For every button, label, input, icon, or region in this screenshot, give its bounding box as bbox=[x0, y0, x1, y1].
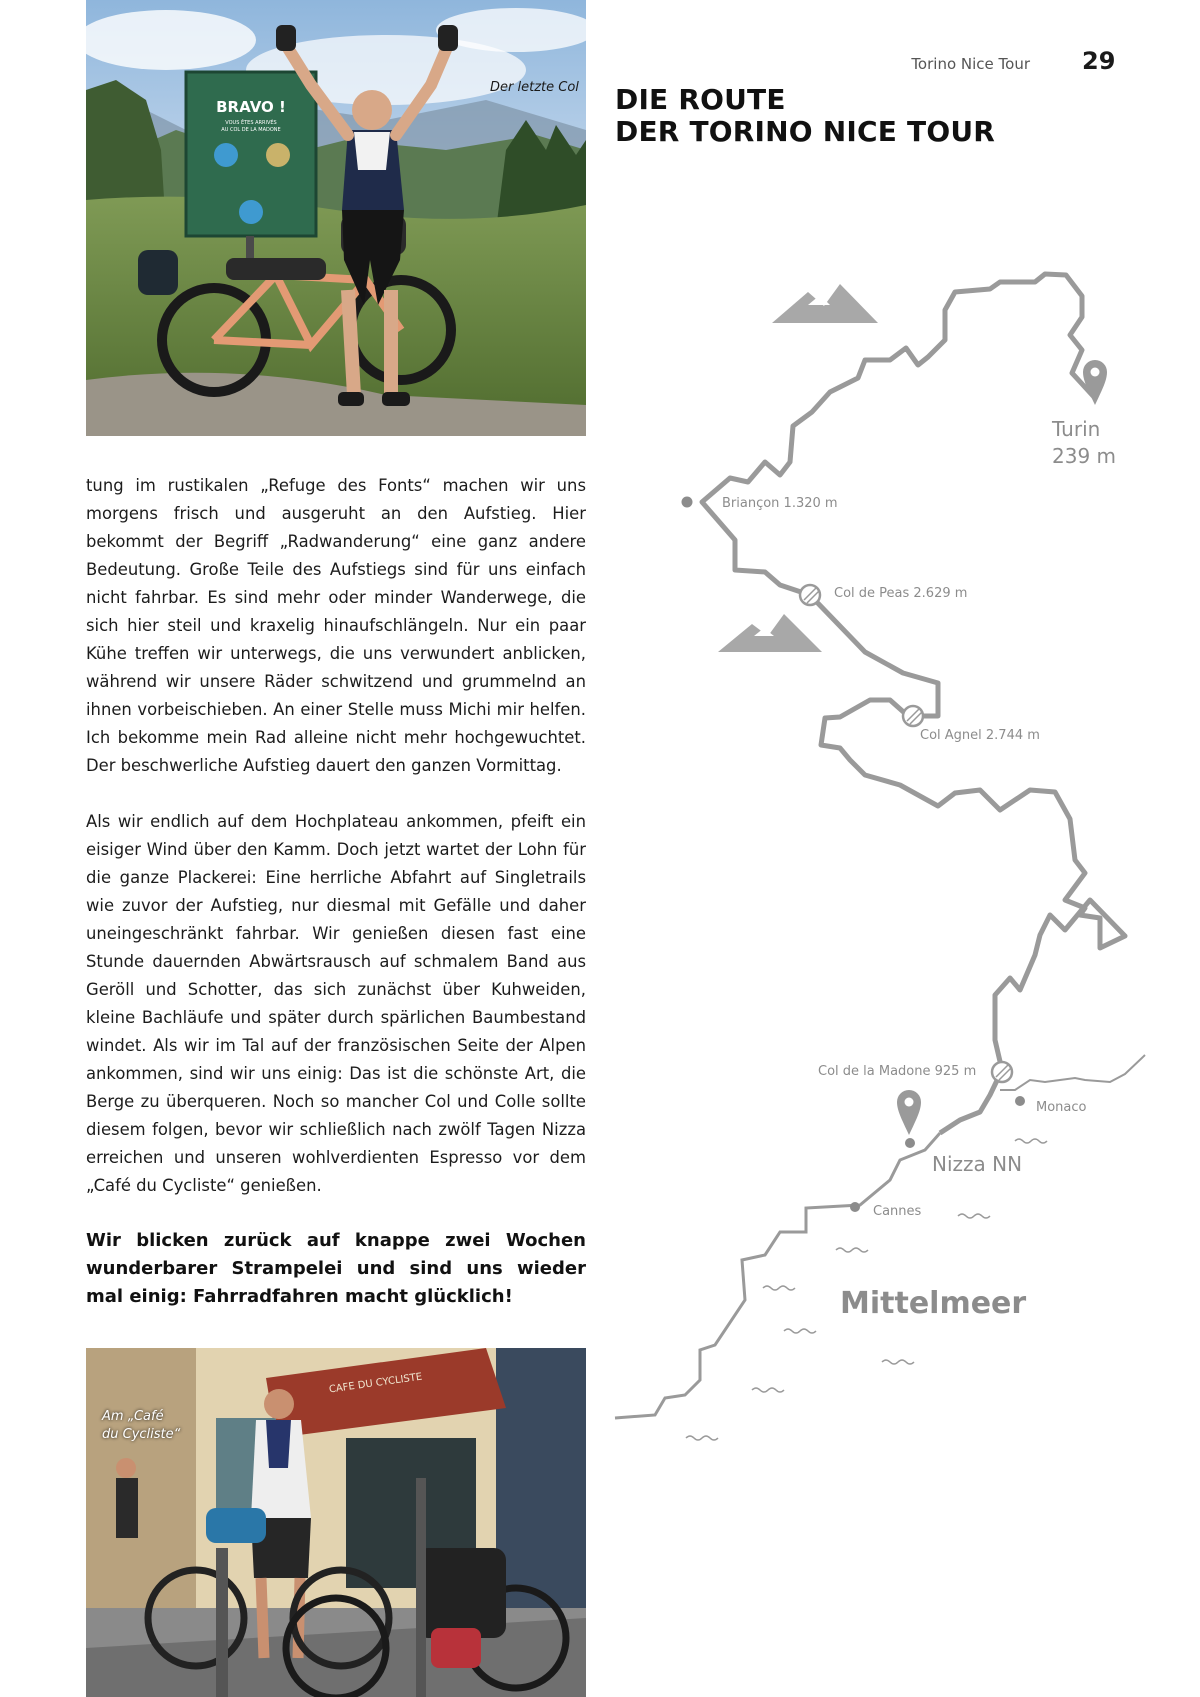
photo-cafe-du-cycliste bbox=[86, 1348, 586, 1697]
wave-icon bbox=[882, 1360, 914, 1364]
map-label-turin-elevation: 239 m bbox=[1052, 444, 1117, 468]
sign-heading: BRAVO ! bbox=[216, 98, 286, 116]
wave-icon bbox=[836, 1248, 868, 1252]
map-point-monaco bbox=[1015, 1096, 1025, 1106]
photo-caption-bottom-line-1: Am „Café bbox=[102, 1409, 164, 1424]
page-title bbox=[615, 84, 995, 148]
map-label-turin: Turin bbox=[1052, 417, 1101, 441]
map-point-cannes bbox=[850, 1202, 860, 1212]
map-point-briancon bbox=[682, 497, 693, 508]
article-paragraph-1: tung im rustikalen „Refuge des Fonts“ machen wir uns morgens frisch und ausgeruht an den Aufstieg. Hier bekommt der Begriff „Radwanderung“ eine ganz andere Bedeutung. Große Teile des Aufstiegs sind für uns einfach nicht fahrbar. Es sind mehr oder minder Wanderwege, die sich hier steil und kraxelig hinaufschlängeln. Nur ein paar Kühe treffen wir unterwegs, die uns verwundert anblicken, während wir unsere Räder schwitzend und grummelnd an ihnen vorbeischieben. An einer Stelle muss Michi mir helfen. Ich bekomme mein Rad alleine nicht mehr hochgewuchtet. Der beschwerliche Aufstieg dauert den ganzen Vormittag. bbox=[86, 476, 586, 775]
photo-col-de-la-madone bbox=[86, 0, 586, 436]
running-title: Torino Nice Tour bbox=[911, 55, 1030, 73]
map-label-col-de-peas: Col de Peas 2.629 m bbox=[834, 586, 968, 601]
mountain-icon bbox=[718, 614, 822, 652]
sign-line-2: AU COL DE LA MADONE bbox=[221, 127, 281, 133]
map-point-nizza bbox=[905, 1138, 915, 1148]
route-line bbox=[702, 274, 1125, 1133]
article-paragraph-2: Als wir endlich auf dem Hochplateau ankommen, pfeift ein eisiger Wind über den Kamm. Doch jetzt wartet der Lohn für die ganze Plackerei: Eine herrliche Abfahrt auf Singletrails wie zuvor der Aufstieg, nur diesmal mit Gefälle und daher uneingeschränkt fahrbar. Wir genießen diesen fast eine Stunde dauernden Abwärtsrausch auf schmalem Band aus Geröll und Schotter, das sich zunächst über Kuhweiden, kleine Bachläufe und später durch spärlichen Baumbestand windet. Als wir im Tal auf der französischen Seite der Alpen ankommen, sind wir uns einig: Das ist die schönste Art, die Berge zu überqueren. Noch so mancher Col und Colle sollte diesem folgen, bevor wir schließlich nach zwölf Tagen Nizza erreichen und unseren wohlverdienten Espresso vor dem „Café du Cycliste“ genießen. bbox=[86, 812, 586, 1195]
map-label-col-de-la-madone: Col de la Madone 925 m bbox=[818, 1064, 977, 1079]
coast-line bbox=[615, 1133, 940, 1418]
map-label-briancon: Briançon 1.320 m bbox=[722, 496, 838, 511]
map-label-sea: Mittelmeer bbox=[840, 1286, 1027, 1321]
title-line-2: DER TORINO NICE TOUR bbox=[615, 115, 996, 148]
page-number: 29 bbox=[1082, 47, 1116, 75]
wave-icon bbox=[784, 1329, 816, 1333]
location-pin-icon bbox=[897, 1090, 921, 1135]
awning-text: CAFE DU CYCLISTE bbox=[328, 1371, 423, 1396]
border-line bbox=[1000, 1055, 1145, 1090]
article-conclusion: Wir blicken zurück auf knappe zwei Wochen wunderbarer Strampelei und sind uns wieder mal einig: Fahrradfahren macht glücklich! bbox=[86, 1230, 586, 1307]
photo-caption-bottom bbox=[102, 1408, 180, 1444]
wave-icon bbox=[752, 1388, 784, 1392]
wave-icon bbox=[958, 1214, 990, 1218]
map-label-monaco: Monaco bbox=[1036, 1100, 1087, 1115]
sign-line-1: VOUS ÊTES ARRIVÉS bbox=[225, 120, 277, 126]
title-line-1: DIE ROUTE bbox=[615, 83, 786, 116]
wave-icon bbox=[686, 1436, 718, 1440]
photo-cafe-du-cycliste-illustration bbox=[86, 1348, 586, 1697]
mountain-icon bbox=[772, 284, 878, 323]
wave-icon bbox=[1015, 1139, 1047, 1143]
route-map bbox=[600, 240, 1160, 1460]
location-pin-icon bbox=[1083, 360, 1107, 405]
pass-marker-icon bbox=[992, 1062, 1012, 1082]
photo-caption-top: Der letzte Col bbox=[490, 80, 579, 95]
photo-col-de-la-madone-illustration bbox=[86, 0, 586, 436]
pass-marker-icon bbox=[903, 706, 923, 726]
wave-icon bbox=[763, 1286, 795, 1290]
map-label-nizza: Nizza NN bbox=[932, 1152, 1023, 1176]
pass-marker-icon bbox=[800, 585, 820, 605]
photo-caption-bottom-line-2: du Cycliste“ bbox=[102, 1427, 181, 1442]
map-label-cannes: Cannes bbox=[873, 1204, 922, 1219]
map-label-col-agnel: Col Agnel 2.744 m bbox=[920, 728, 1040, 743]
